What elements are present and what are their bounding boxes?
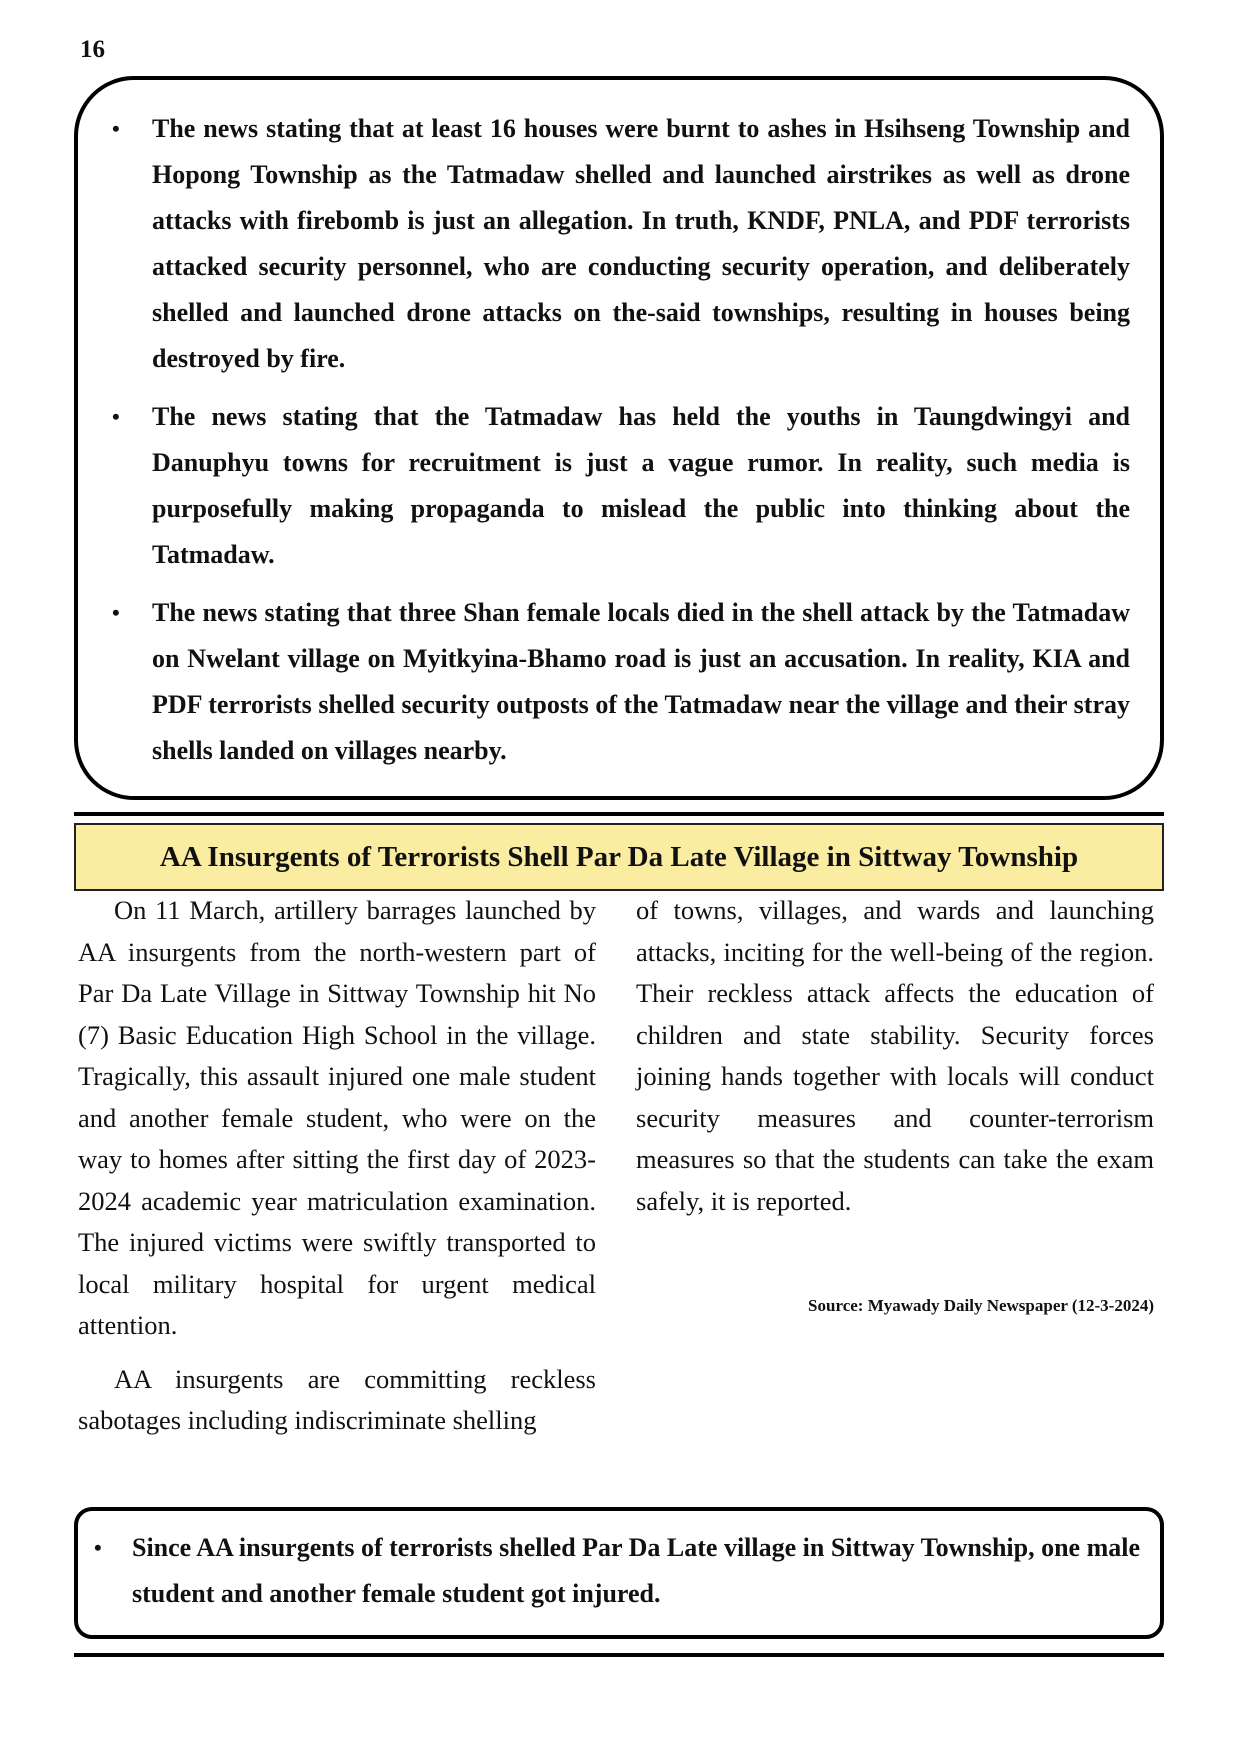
article-paragraph-continued: of towns, villages, and wards and launching attacks, inciting for the well-being of the region. Their reckless attack affects the education of children and state stability. Security forces joining hands together with locals will conduct security measures and counter-terrorism measures so that the students can take the exam safely, it is reported. [636,895,1154,1216]
key-point-item [92,1525,1146,1617]
summary-bullet-text: The news stating that the Tatmadaw has held the youths in Taungdwingyi and Danuphyu towns for recruitment is just a vague rumor. In reality, such media is purposefully making propaganda to mislead the public into thinking about the Tatmadaw. [152,402,1130,569]
article-headline: AA Insurgents of Terrorists Shell Par Da Late Village in Sittway Township [74,823,1164,891]
summary-bullet-item [108,590,1130,774]
article-paragraph: AA insurgents are committing reckless sabotages including indiscriminate shelling [78,1363,596,1435]
divider-rule [74,1653,1164,1657]
key-point-box [74,1507,1164,1639]
article-paragraph: On 11 March, artillery barrages launched by AA insurgents from the north-western part of Par Da Late Village in Sittway Township hit No (7) Basic Education High School in the village. Tragically, this assault injured one male student and another female student, who were on the way to homes after sitting the first day of 2023-2024 academic year matriculation examination. The injured victims were swiftly transported to local military hospital for urgent medical attention. [78,895,596,1340]
bullet-dot-icon: • [112,116,120,141]
divider-rule [74,812,1164,816]
summary-bullet-text: The news stating that at least 16 houses were burnt to ashes in Hsihseng Township and Hopong Township as the Tatmadaw shelled and launched airstrikes as well as drone attacks with firebomb is just an allegation. In truth, KNDF, PNLA, and PDF terrorists attacked security personnel, who are conducting security operation, and deliberately shelled and launched drone attacks on the-said townships, resulting in houses being destroyed by fire. [152,114,1130,373]
page-number: 16 [80,36,105,63]
summary-bullet-item [108,106,1130,382]
bullet-dot-icon: • [112,404,120,429]
summary-box [74,76,1164,800]
article-column-right [636,890,1154,1222]
article-column-left [78,890,596,1442]
summary-list [108,106,1130,786]
summary-bullet-text: The news stating that three Shan female locals died in the shell attack by the Tatmadaw on Nwelant village on Myitkyina-Bhamo road is just an accusation. In reality, KIA and PDF terrorists shelled security outposts of the Tatmadaw near the village and their stray shells landed on villages nearby. [152,598,1130,765]
article-source: Source: Myawady Daily Newspaper (12-3-2024) [808,1296,1154,1315]
summary-bullet-item [108,394,1130,578]
key-point-text: Since AA insurgents of terrorists shelled Par Da Late village in Sittway Township, one male student and another female student got injured. [132,1533,1141,1608]
bullet-dot-icon: • [94,1535,102,1560]
bullet-dot-icon: • [112,600,120,625]
article-body [78,890,1158,1490]
